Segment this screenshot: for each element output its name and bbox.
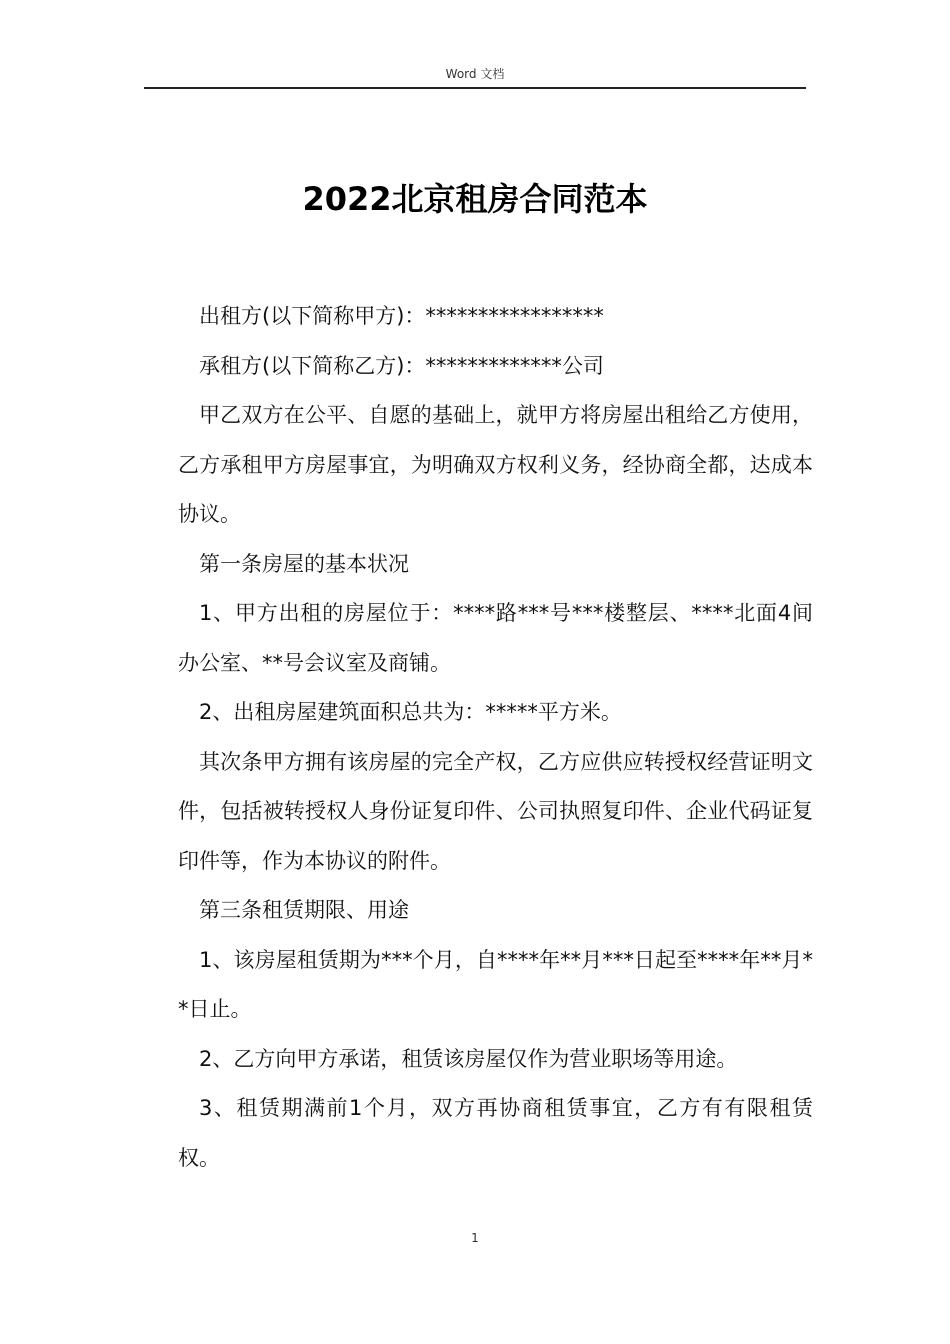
document-body xyxy=(178,292,813,1183)
header-rule xyxy=(144,87,806,89)
clause-1-2: 2、出租房屋建筑面积总共为：*****平方米。 xyxy=(199,700,622,724)
clause-3-3: 3、租赁期满前1个月，双方再协商租赁事宜，乙方有有限租赁权。 xyxy=(178,1096,813,1170)
paragraph-lessee: 承租方(以下简称乙方)：*************公司 xyxy=(199,353,604,378)
clause-3-1: 1、该房屋租赁期为***个月，自****年**月***日起至****年**月**日止。 xyxy=(178,947,813,1021)
paragraph-preamble: 甲乙双方在公平、自愿的基础上，就甲方将房屋出租给乙方使用，乙方承租甲方房屋事宜，为明确双方权利义务，经协商全都，达成本协议。 xyxy=(178,403,813,526)
page-number: 1 xyxy=(471,1231,479,1245)
clause-3-2: 2、乙方向甲方承诺，租赁该房屋仅作为营业职场等用途。 xyxy=(199,1046,738,1071)
section-heading-3: 第三条租赁期限、用途 xyxy=(199,898,409,922)
section-2-paragraph: 其次条甲方拥有该房屋的完全产权，乙方应供应转授权经营证明文件，包括被转授权人身份证复印件、公司执照复印件、企业代码证复印件等，作为本协议的附件。 xyxy=(178,749,813,873)
page-header: Word 文档 xyxy=(445,67,505,81)
paragraph-lessor: 出租方(以下简称甲方)：***************** xyxy=(199,304,604,328)
clause-1-1: 1、甲方出租的房屋位于：****路***号***楼整层、****北面4间办公室、**号会议室及商铺。 xyxy=(178,601,813,675)
document-title: 2022北京租房合同范本 xyxy=(302,180,648,219)
section-heading-1: 第一条房屋的基本状况 xyxy=(199,551,409,576)
